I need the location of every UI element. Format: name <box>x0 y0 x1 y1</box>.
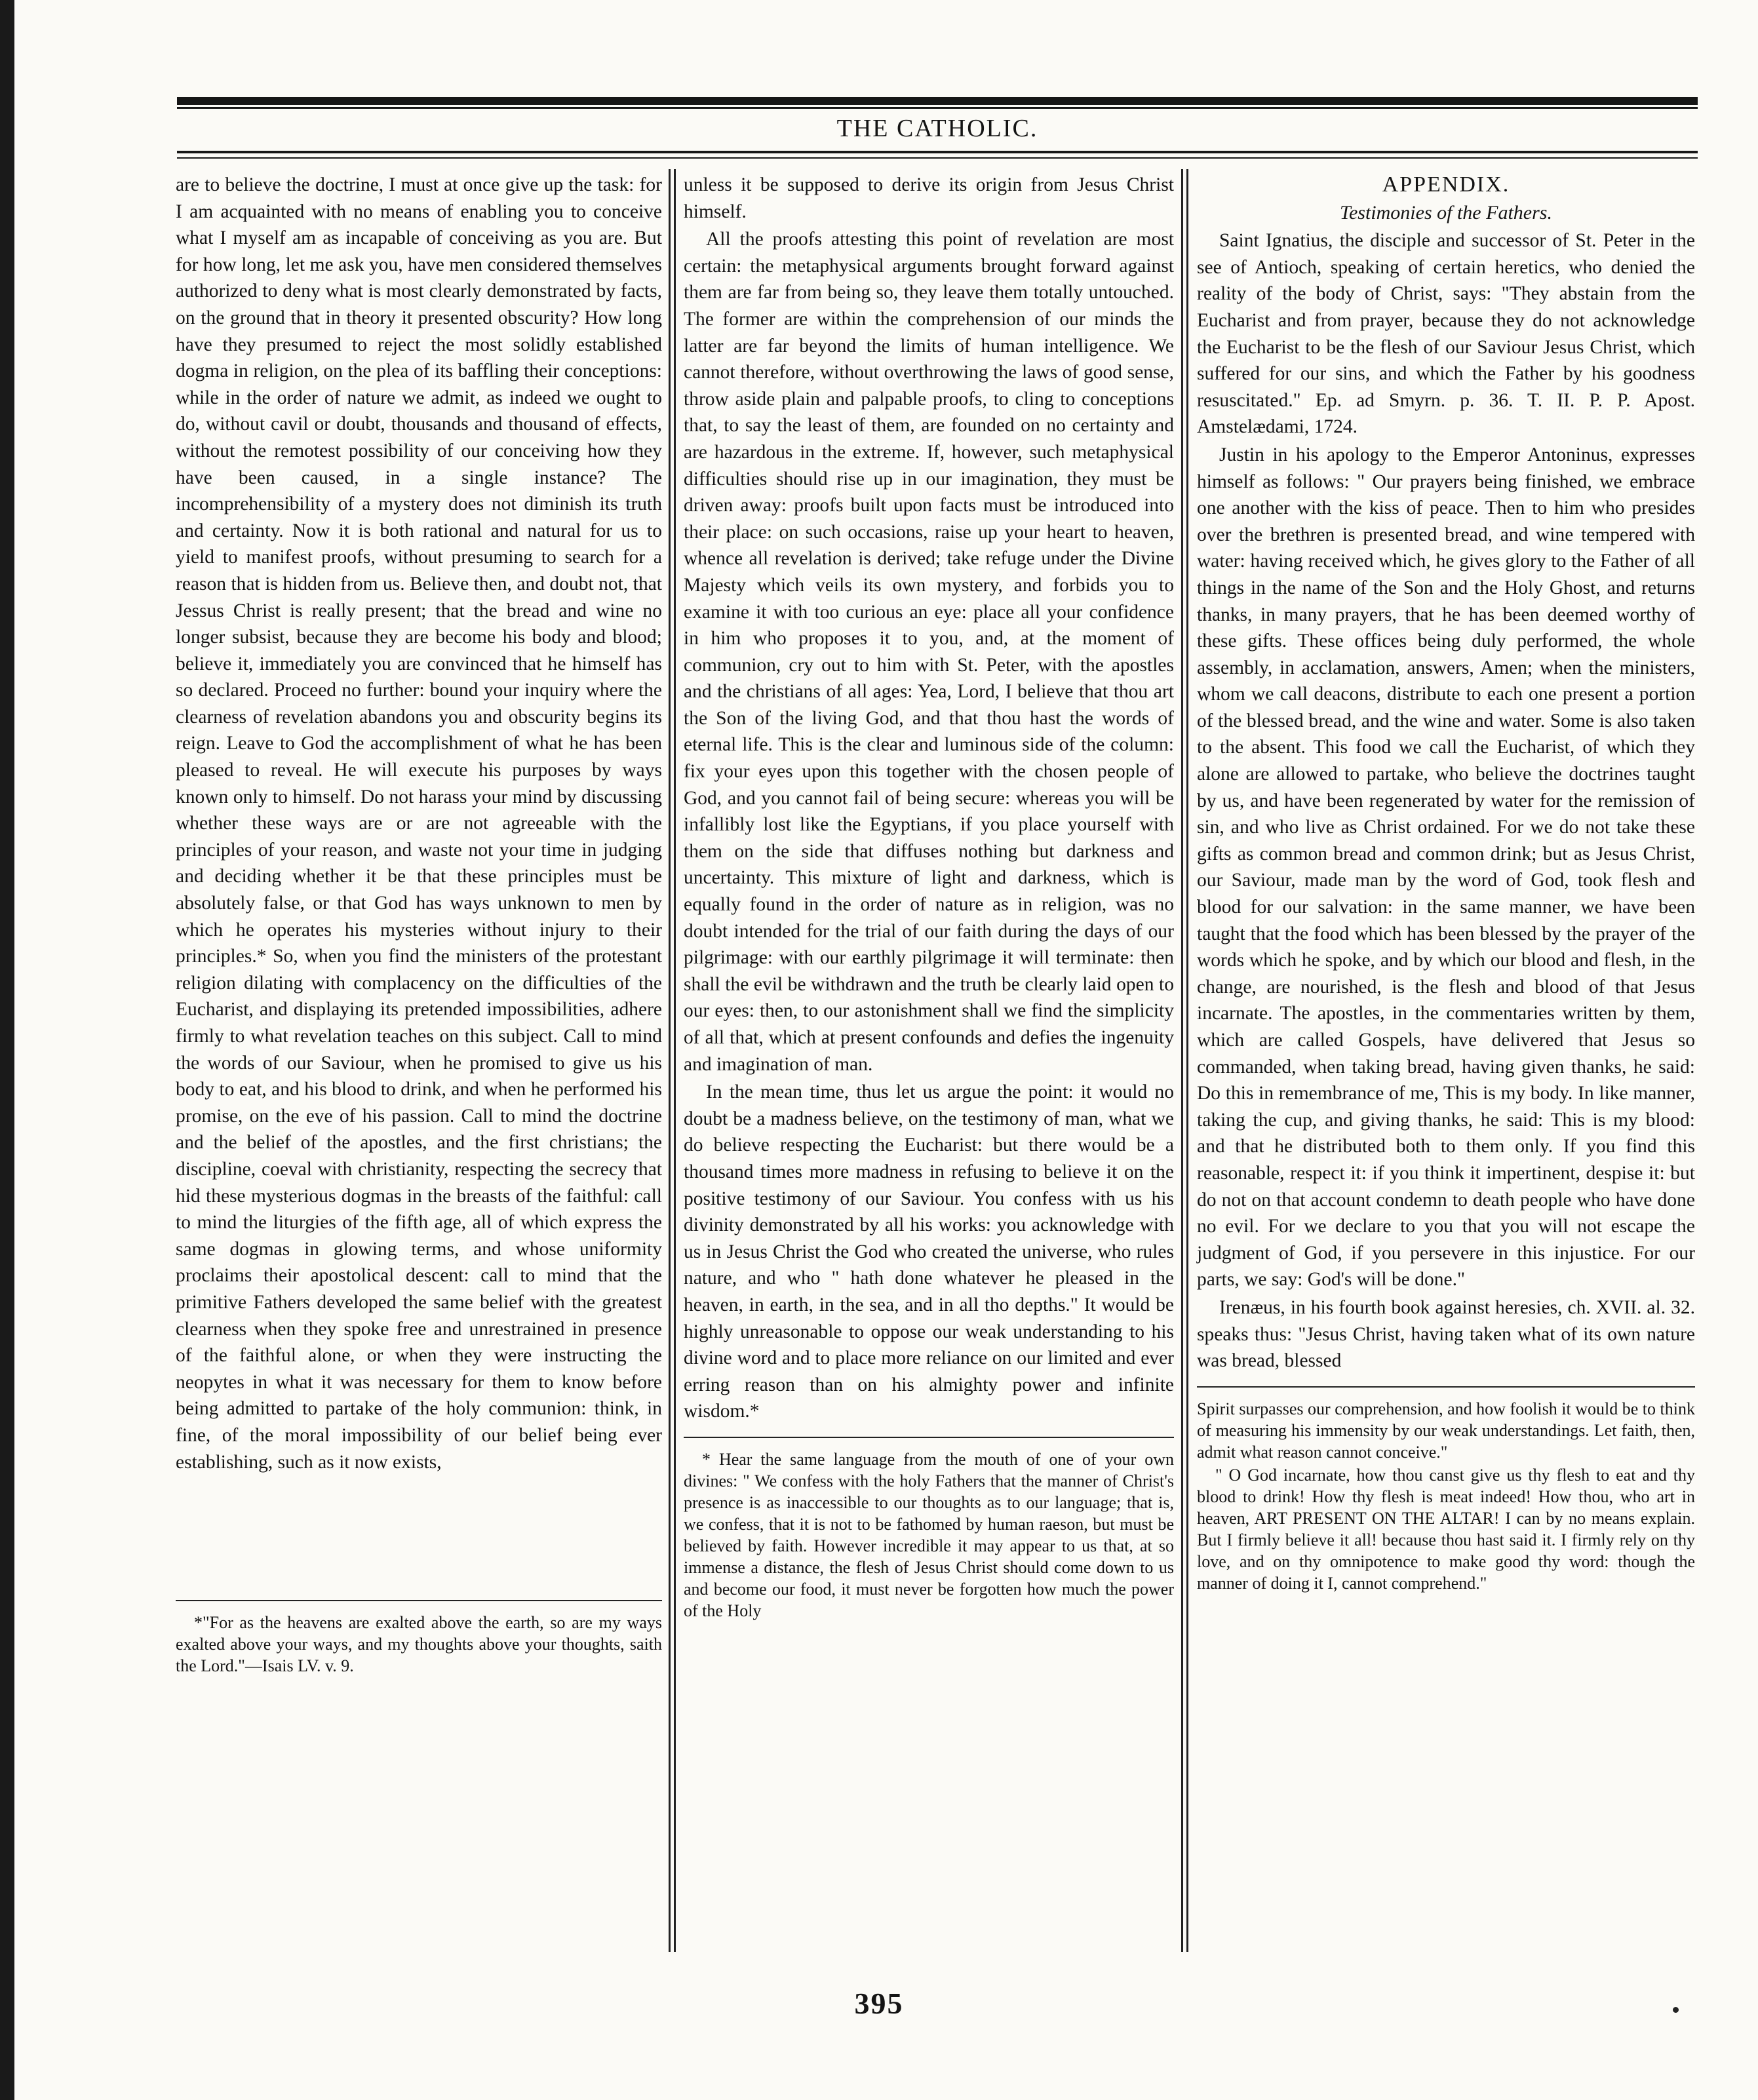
right-paragraph-1: Saint Ignatius, the disciple and successor of St. Peter in the see of Antioch, speaking of certain heretics, who denied the reality of the body of Christ, says: "They abstain from the Eucharist and from prayer, because they do not acknowledge the Eucharist to be the flesh of our Saviour Jesus Christ, which suffered for our sins, and which the Father by his goodness resuscitated." Ep. ad Smyrn. p. 36. T. II. P. P. Apost. Amstelædami, 1724. <box>1197 230 1695 438</box>
middle-footnote-rule <box>684 1437 1174 1438</box>
right-footnote-text-1: Spirit surpasses our comprehension, and how foolish it would be to think of measuring his immensity by our weak understandings. Let faith, then, admit what reason cannot conceive." <box>1197 1399 1695 1462</box>
right-footnote-text-2: " O God incarnate, how thou canst give us thy flesh to eat and thy blood to drink! How thy flesh is meat indeed! How thou, who art in heaven, ART PRESENT ON THE ALTAR! I can by no means explain. But I firmly believe it all! because thou hast said it. I firmly rely on thy love, and on thy omnipotence to make good thy word: though the manner of doing it I, cannot comprehend." <box>1197 1465 1695 1593</box>
middle-column <box>684 172 1174 1622</box>
left-footnote-text: *"For as the heavens are exalted above the earth, so are my ways exalted above your ways, and my thoughts above your thoughts, saith the Lord."—Isais LV. v. 9. <box>176 1613 662 1676</box>
header-under-rule-1 <box>177 151 1698 153</box>
appendix-heading: APPENDIX. <box>1382 172 1510 197</box>
right-paragraph-2: Justin in his apology to the Emperor Antoninus, expresses himself as follows: " Our prayers being finished, we embrace one another with the kiss of peace. Then to him who presides over the brethren is presented bread, and wine tempered with water: having received which, he gives glory to the Father of all things in the name of the Son and the Holy Ghost, and returns thanks, in many prayers, that he has been deemed worthy of these gifts. These offices being duly performed, the whole assembly, in acclamation, answers, Amen; when the ministers, whom we call deacons, distribute to each one present a portion of the blessed bread, and the wine and water. Some is also taken to the absent. This food we call the Eucharist, of which they alone are allowed to partake, who believe the doctrines taught by us, and have been regenerated by water for the remission of sin, and who live as Christ ordained. For we do not take these gifts as common bread and common drink; but as Jesus Christ, our Saviour, made man by the word of God, took flesh and blood for our salvation: in the same manner, we have been taught that the food which has been blessed by the prayer of the words which he spoke, and by which our blood and flesh, in the change, are nourished, is the flesh and blood of that Jesus incarnate. The apostles, in the commentaries written by them, which are called Gospels, have delivered that Jesus so commanded, when taking bread, having given thanks, he said: Do this in remembrance of me, This is my body. In like manner, taking the cup, and giving thanks, he said: This is my blood: and that he distributed both to them only. If you find this reasonable, respect it: if you think it impertinent, despise it: but do not on that account condemn to death people who have done no evil. For we declare to you that you will not escape the judgment of God, if you persevere in this injustice. For our parts, we say: God's will be done." <box>1197 444 1695 1291</box>
running-header-title: THE CATHOLIC. <box>836 115 1038 142</box>
middle-paragraph-3: In the mean time, thus let us argue the point: it would no doubt be a madness believe, on the testimony of man, what we do believe respecting the Eucharist: but there would be a thousand times more madness in refusing to believe it on the positive testimony of our Saviour. You confess with us his divinity demonstrated by all his works: you acknowledge with us in Jesus Christ the God who created the universe, who rules nature, and who " hath done whatever he pleased in the heaven, in earth, in the sea, and in all tho depths." It would be highly unreasonable to oppose our weak understanding to his divine word and to place more reliance on our limited and ever erring reason than on his almighty power and infinite wisdom.* <box>684 1081 1174 1422</box>
left-footnote <box>176 1612 662 1677</box>
left-column-body: are to believe the doctrine, I must at once give up the task: for I am acquainted with no means of enabling you to conceive what I myself am as incapable of conceiving as you are. But for how long, let me ask you, have men considered themselves authorized to deny what is most clearly demonstrated by facts, on the ground that in theory it presented obscurity? How long have they presumed to reject the most solidly established dogma in religion, on the plea of its baffling their conceptions: while in the order of nature we admit, as indeed we ought to do, without cavil or doubt, thousands and thousand of effects, without the remotest possibility of our conceiving how they have been caused, in a single instance? The incomprehensibility of a mystery does not diminish its truth and certainty. Now it is both rational and natural for us to yield to manifest proofs, without presuming to search for a reason that is hidden from us. Believe then, and doubt not, that Jessus Christ is really present; that the bread and wine no longer subsist, because they are become his body and blood; believe it, immediately you are convinced that he himself has so declared. Proceed no further: bound your inquiry where the clearness of revelation abandons you and obscurity begins its reign. Leave to God the accomplishment of what he has been pleased to reveal. He will execute his purposes by ways known only to himself. Do not harass your mind by discussing whether these ways are or are not agreeable with the principles of your reason, and waste not your time in judging and deciding whether it be that these principles must be absolutely false, or that God has ways unknown to men by which he operates his mysteries without injury to their principles.* So, when you find the ministers of the protestant religion dilating with complacency on the difficulties of the Eucharist, and displaying its pretended impossibilities, adhere firmly to what revelation teaches on this subject. Call to mind the words of our Saviour, when he promised to give us his body to eat, and his blood to drink, and when he performed his promise, on the eve of his passion. Call to mind the doctrine and the belief of the apostles, and the first christians; the discipline, coeval with christianity, respecting the secrecy that hid these mysterious dogmas in the breasts of the faithful: call to mind the liturgies of the fifth age, all of which express the same dogmas in glowing terms, and whose uniformity proclaims their apostolical descent: call to mind that the primitive Fathers developed the same belief with the greatest clearness when they spoke free and unrestrained in presence of the faithful alone, or when they were instructing the neopytes in what it was necessary for them to know before being admitted to partake of the holy communion: think, in fine, of the moral impossibility of our belief being ever establishing, such as it now exists, <box>176 174 662 1473</box>
middle-paragraph-2: All the proofs attesting this point of revelation are most certain: the metaphysical arguments brought forward against them are far from being so, they leave them totally untouched. The former are within the comprehension of our minds the latter are far beyond the limits of human intelligence. We cannot therefore, without overthrowing the laws of good sense, throw aside plain and palpable proofs, to cling to conceptions that, to say the least of them, are founded on no certainty and are hazardous in the extreme. If, however, such metaphysical difficulties should rise up in our imagination, they must be driven away: proofs built upon facts must be introduced into their place: on such occasions, raise up your heart to heaven, whence all revelation is derived; take refuge under the Divine Majesty which veils its own mystery, and forbids you to examine it with too curious an eye: place all your confidence in him who proposes it to you, and, at the moment of communion, cry out to him with St. Peter, with the apostles and the christians of all ages: Yea, Lord, I believe that thou art the Son of the living God, and that thou hast the words of eternal life. This is the clear and luminous side of the column: fix your eyes upon this together with the chosen people of God, and you cannot fail of being secure: whereas you will be infallibly lost like the Egyptians, if you place yourself with them on the side that diffuses nothing but darkness and uncertainty. This mixture of light and darkness, which is equally found in the order of nature as in religion, was no doubt intended for the trial of our faith during the days of our pilgrimage: with our earthly pilgrimage it will terminate: then shall the evil be withdrawn and the truth be clearly laid open to our eyes: then, to our astonishment shall we find the simplicity of all that, which at present confounds and defies the ingenuity and imagination of man. <box>684 229 1174 1075</box>
middle-footnote-text: * Hear the same language from the mouth of one of your own divines: " We confess with the holy Fathers that the manner of Christ's presence is as inaccessible to our thoughts as to our language; that is, we confess, that it is not to be fathomed by human raeson, but must be believed by faith. However incredible it may appear to us that, at so immense a distance, the flesh of Jesus Christ should come down to us and become our food, it must never be forgotten how much the power of the Holy <box>684 1449 1174 1620</box>
header-rule-thin <box>177 107 1698 109</box>
header-rule-thick <box>177 97 1698 105</box>
print-speck <box>1673 2007 1679 2013</box>
header-under-rule-2 <box>177 157 1698 159</box>
column-divider-right <box>1181 169 1188 1952</box>
middle-paragraph-1: unless it be supposed to derive its origin from Jesus Christ himself. <box>684 174 1174 222</box>
middle-footnote <box>684 1449 1174 1622</box>
appendix-subheading: Testimonies of the Fathers. <box>1340 201 1552 224</box>
right-column <box>1197 172 1695 1594</box>
left-footnote-rule <box>176 1600 662 1601</box>
right-footnote <box>1197 1398 1695 1594</box>
page-number: 395 <box>854 1987 904 2020</box>
right-paragraph-3: Irenæus, in his fourth book against heresies, ch. XVII. al. 32. speaks thus: "Jesus Christ, having taken what of its own nature was bread, blessed <box>1197 1296 1695 1372</box>
column-divider-left <box>669 169 676 1952</box>
left-column <box>176 172 662 1677</box>
right-footnote-rule <box>1197 1386 1695 1388</box>
scan-edge-shadow <box>0 0 14 2100</box>
